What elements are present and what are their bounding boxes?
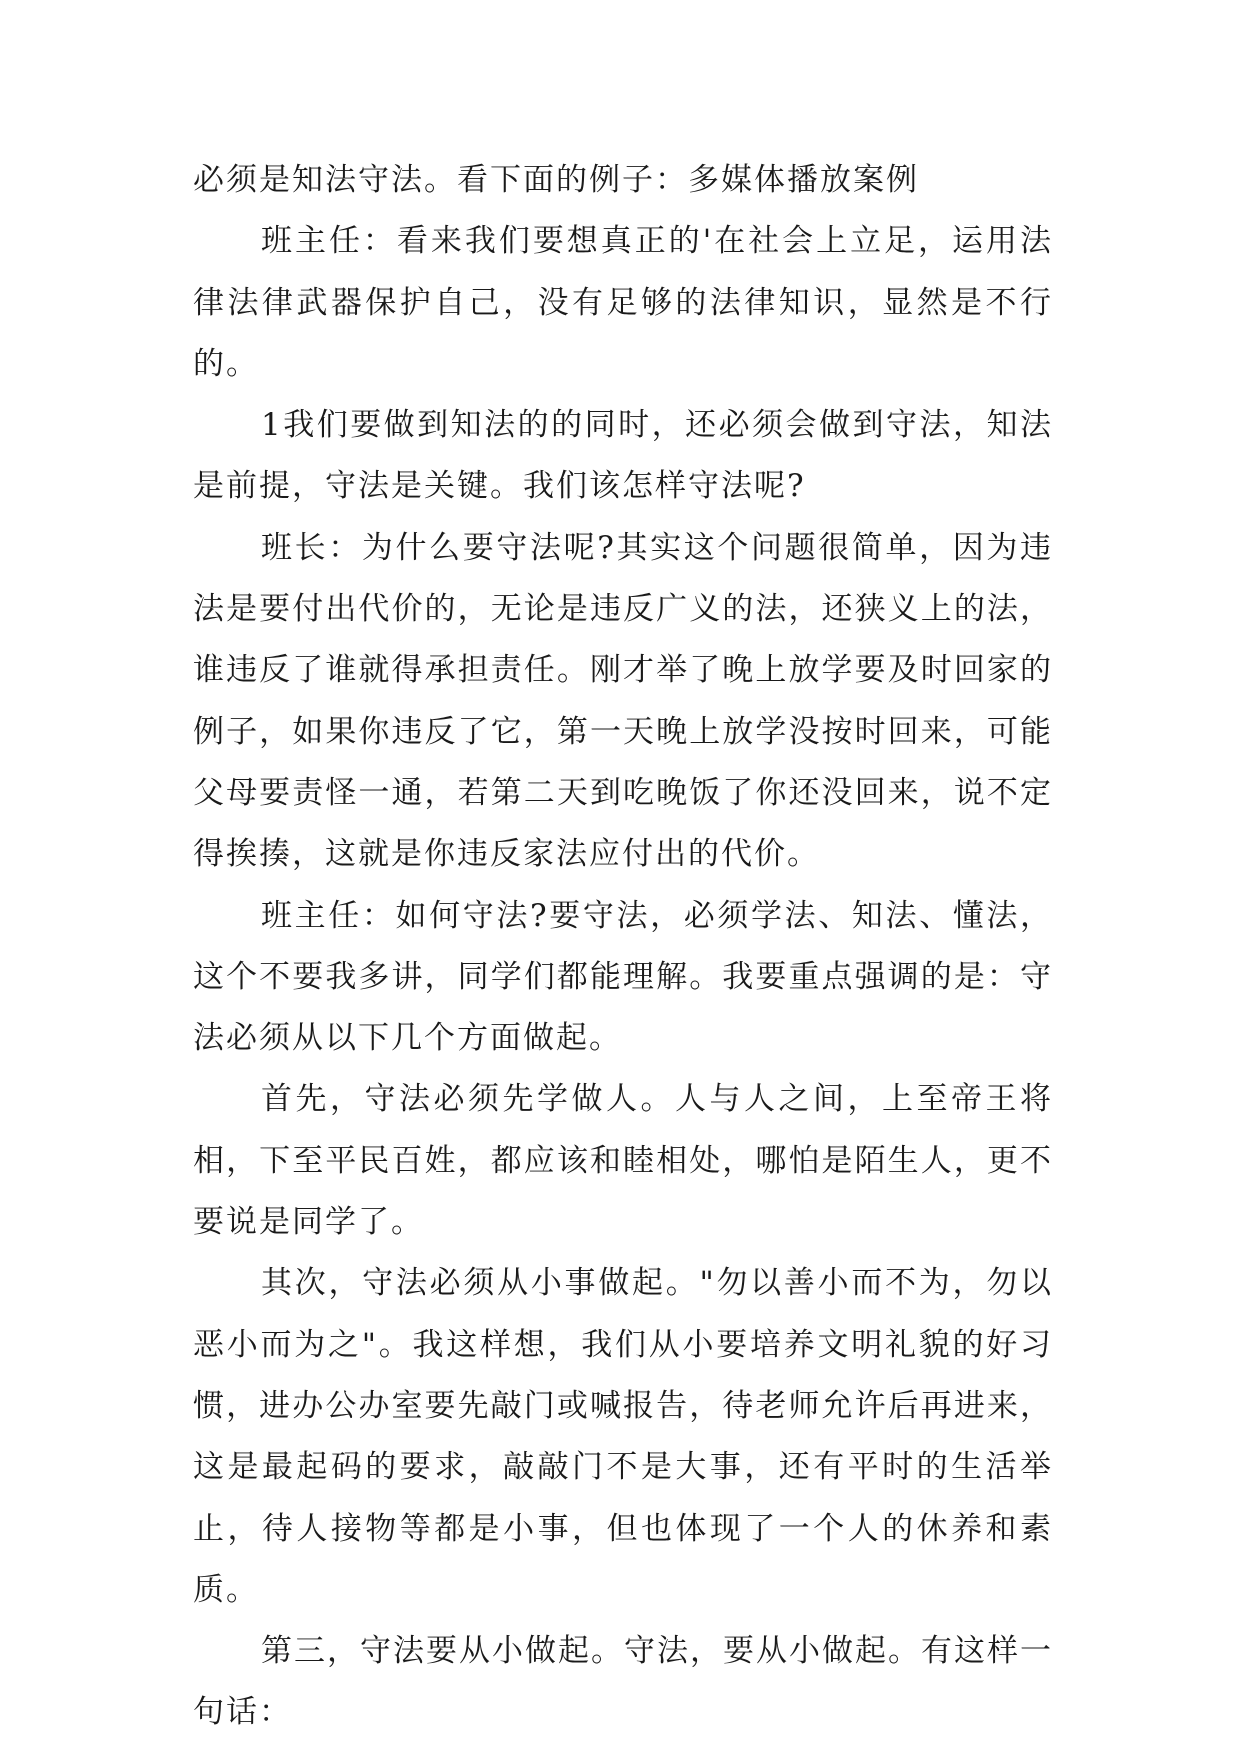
paragraph-8: 第三，守法要从小做起。守法，要从小做起。有这样一句话： bbox=[193, 1633, 1053, 1731]
paragraph-2: 班主任：看来我们要想真正的'在社会上立足，运用法律法律武器保护自己，没有足够的法律知识，显然是不行的。 bbox=[193, 223, 1053, 382]
paragraph-3: 1我们要做到知法的的同时，还必须会做到守法，知法是前提，守法是关键。我们该怎样守法呢? bbox=[193, 407, 1053, 505]
paragraph-7: 其次，守法必须从小事做起。"勿以善小而不为，勿以恶小而为之"。我这样想，我们从小要培养文明礼貌的好习惯，进办公办室要先敲门或喊报告，待老师允许后再进来，这是最起码的要求，敲敲门不是大事，还有平时的生活举止，待人接物等都是小事，但也体现了一个人的休养和素质。 bbox=[193, 1265, 1053, 1608]
document-body bbox=[193, 150, 1053, 1744]
paragraph-6: 首先，守法必须先学做人。人与人之间，上至帝王将相，下至平民百姓，都应该和睦相处，哪怕是陌生人，更不要说是同学了。 bbox=[193, 1081, 1053, 1241]
paragraph-4: 班长：为什么要守法呢?其实这个问题很简单，因为违法是要付出代价的，无论是违反广义的法，还狭义上的法，谁违反了谁就得承担责任。刚才举了晚上放学要及时回家的例子，如果你违反了它，第一天晚上放学没按时回来，可能父母要责怪一通，若第二天到吃晚饭了你还没回来，说不定得挨揍，这就是你违反家法应付出的代价。 bbox=[193, 529, 1053, 873]
paragraph-5: 班主任：如何守法?要守法，必须学法、知法、懂法，这个不要我多讲，同学们都能理解。我要重点强调的是：守法必须从以下几个方面做起。 bbox=[193, 897, 1053, 1057]
paragraph-1: 必须是知法守法。看下面的例子：多媒体播放案例 bbox=[193, 162, 919, 198]
